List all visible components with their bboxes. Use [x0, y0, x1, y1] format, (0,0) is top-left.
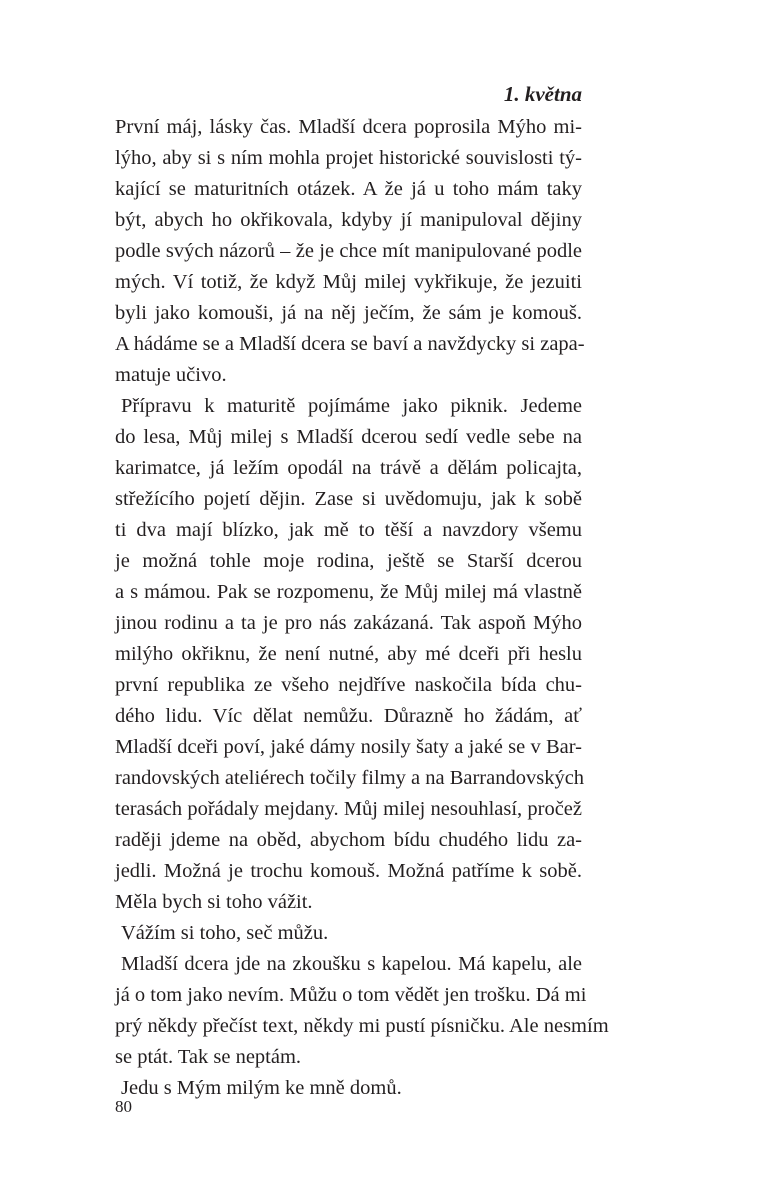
text-line: raději jdeme na oběd, abychom bídu chudého lidu za-: [115, 829, 582, 851]
text-line: je možná tohle moje rodina, ještě se Starší dcerou: [115, 550, 582, 572]
text-line: kající se maturitních otázek. A že já u toho mám taky: [115, 178, 582, 200]
text-line: Vážím si toho, seč můžu.: [121, 922, 329, 944]
paragraph: [115, 112, 585, 391]
paragraph: [115, 391, 585, 918]
text-line: Měla bych si toho vážit.: [115, 891, 313, 913]
text-line: dého lidu. Víc dělat nemůžu. Důrazně ho žádám, ať: [115, 705, 582, 727]
paragraph: [115, 918, 582, 949]
text-line: střežícího pojetí dějin. Zase si uvědomuju, jak k sobě: [115, 488, 582, 510]
text-line: podle svých názorů – že je chce mít manipulované podle: [115, 240, 582, 262]
text-line: být, abych ho okřikovala, kdyby jí manipuloval dějiny: [115, 209, 582, 231]
text-line: Mladší dceři poví, jaké dámy nosily šaty a jaké se v Bar-: [115, 736, 582, 758]
paragraph: [115, 1073, 582, 1104]
text-line: mých. Ví totiž, že když Můj milej vykřikuje, že jezuiti: [115, 271, 582, 293]
text-line: prý někdy přečíst text, někdy mi pustí písničku. Ale nesmím: [115, 1015, 609, 1037]
text-line: Přípravu k maturitě pojímáme jako piknik. Jedeme: [121, 395, 582, 417]
text-line: karimatce, já ležím opodál na trávě a dělám policajta,: [115, 457, 582, 479]
paragraph: [115, 949, 609, 1073]
page-number: 80: [115, 1097, 132, 1116]
text-line: randovských ateliérech točily filmy a na Barrandovských: [115, 767, 585, 789]
date-heading: 1. května: [503, 82, 582, 106]
text-line: jinou rodinu a ta je pro nás zakázaná. Tak aspoň Mýho: [115, 612, 582, 634]
text-line: lýho, aby si s ním mohla projet historické souvislosti tý-: [115, 147, 582, 169]
text-line: byli jako komouši, já na něj ječím, že sám je komouš.: [115, 302, 582, 324]
text-line: Jedu s Mým milým ke mně domů.: [121, 1077, 402, 1099]
text-line: a s mámou. Pak se rozpomenu, že Můj milej má vlastně: [115, 581, 582, 603]
text-line: A hádáme se a Mladší dcera se baví a navždycky si zapa-: [115, 333, 585, 355]
text-line: První máj, lásky čas. Mladší dcera poprosila Mýho mi-: [115, 116, 582, 138]
text-line: Mladší dcera jde na zkoušku s kapelou. Má kapelu, ale: [121, 953, 582, 975]
text-line: terasách pořádaly mejdany. Můj milej nesouhlasí, pročež: [115, 798, 582, 820]
text-line: milýho okřiknu, že není nutné, aby mé dceři při heslu: [115, 643, 582, 665]
text-line: do lesa, Můj milej s Mladší dcerou sedí vedle sebe na: [115, 426, 582, 448]
text-line: já o tom jako nevím. Můžu o tom vědět jen trošku. Dá mi: [115, 984, 587, 1006]
text-line: matuje učivo.: [115, 364, 227, 386]
text-line: první republika ze všeho nejdříve naskočila bída chu-: [115, 674, 582, 696]
text-line: se ptát. Tak se neptám.: [115, 1046, 302, 1068]
text-line: ti dva mají blízko, jak mě to těší a navzdory všemu: [115, 519, 582, 541]
text-line: jedli. Možná je trochu komouš. Možná patříme k sobě.: [115, 860, 582, 882]
body-text: [115, 112, 609, 1104]
